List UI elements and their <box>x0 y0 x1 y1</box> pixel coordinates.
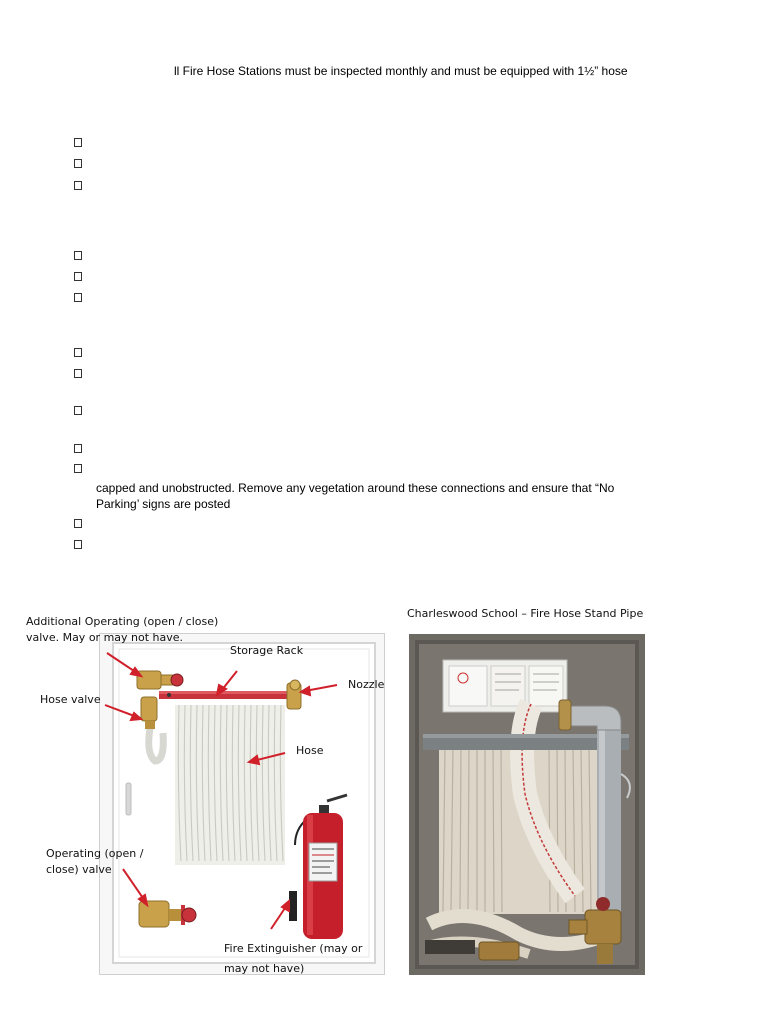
callout-extinguisher-2: may not have) <box>224 962 305 975</box>
checkbox-bullet <box>74 519 82 528</box>
paragraph-line: capped and unobstructed. Remove any vegetation around these connections and ensure that “No <box>96 481 615 495</box>
callout-storage-rack: Storage Rack <box>230 644 304 657</box>
checkbox-bullet <box>74 159 82 168</box>
callout-extinguisher: Fire Extinguisher (may or <box>224 942 363 955</box>
checkbox-bullet <box>74 348 82 357</box>
checkbox-bullet <box>74 251 82 260</box>
callout-operating-valve-2: close) valve <box>46 863 112 876</box>
checkbox-bullet <box>74 369 82 378</box>
checkbox-bullet <box>74 138 82 147</box>
paragraph-line: Parking’ signs are posted <box>96 497 231 511</box>
callout-hose-valve: Hose valve <box>40 693 101 706</box>
hose-drawing <box>175 705 285 865</box>
standpipe-photo <box>409 634 645 975</box>
checkbox-bullet <box>74 540 82 549</box>
callout-nozzle: Nozzle <box>348 678 385 691</box>
callout-operating-valve: Operating (open / <box>46 847 144 860</box>
checkbox-bullet <box>74 464 82 473</box>
checkbox-bullet <box>74 293 82 302</box>
hose-station-diagram <box>99 633 385 975</box>
additional-valve-drawing <box>137 671 183 689</box>
checkbox-bullet <box>74 406 82 415</box>
callout-hose: Hose <box>296 744 324 757</box>
callout-additional-valve: Additional Operating (open / close) <box>26 615 219 628</box>
paragraph <box>96 480 706 512</box>
nozzle-drawing <box>287 680 301 709</box>
checkbox-bullet <box>74 181 82 190</box>
header-text: ll Fire Hose Stations must be inspected monthly and must be equipped with 1½” hose <box>174 64 628 78</box>
callout-additional-valve-2: valve. May or may not have. <box>26 631 184 644</box>
checkbox-bullet <box>74 272 82 281</box>
storage-rack-drawing <box>159 691 299 699</box>
checkbox-bullet <box>74 444 82 453</box>
photo-caption: Charleswood School – Fire Hose Stand Pipe <box>407 607 644 620</box>
